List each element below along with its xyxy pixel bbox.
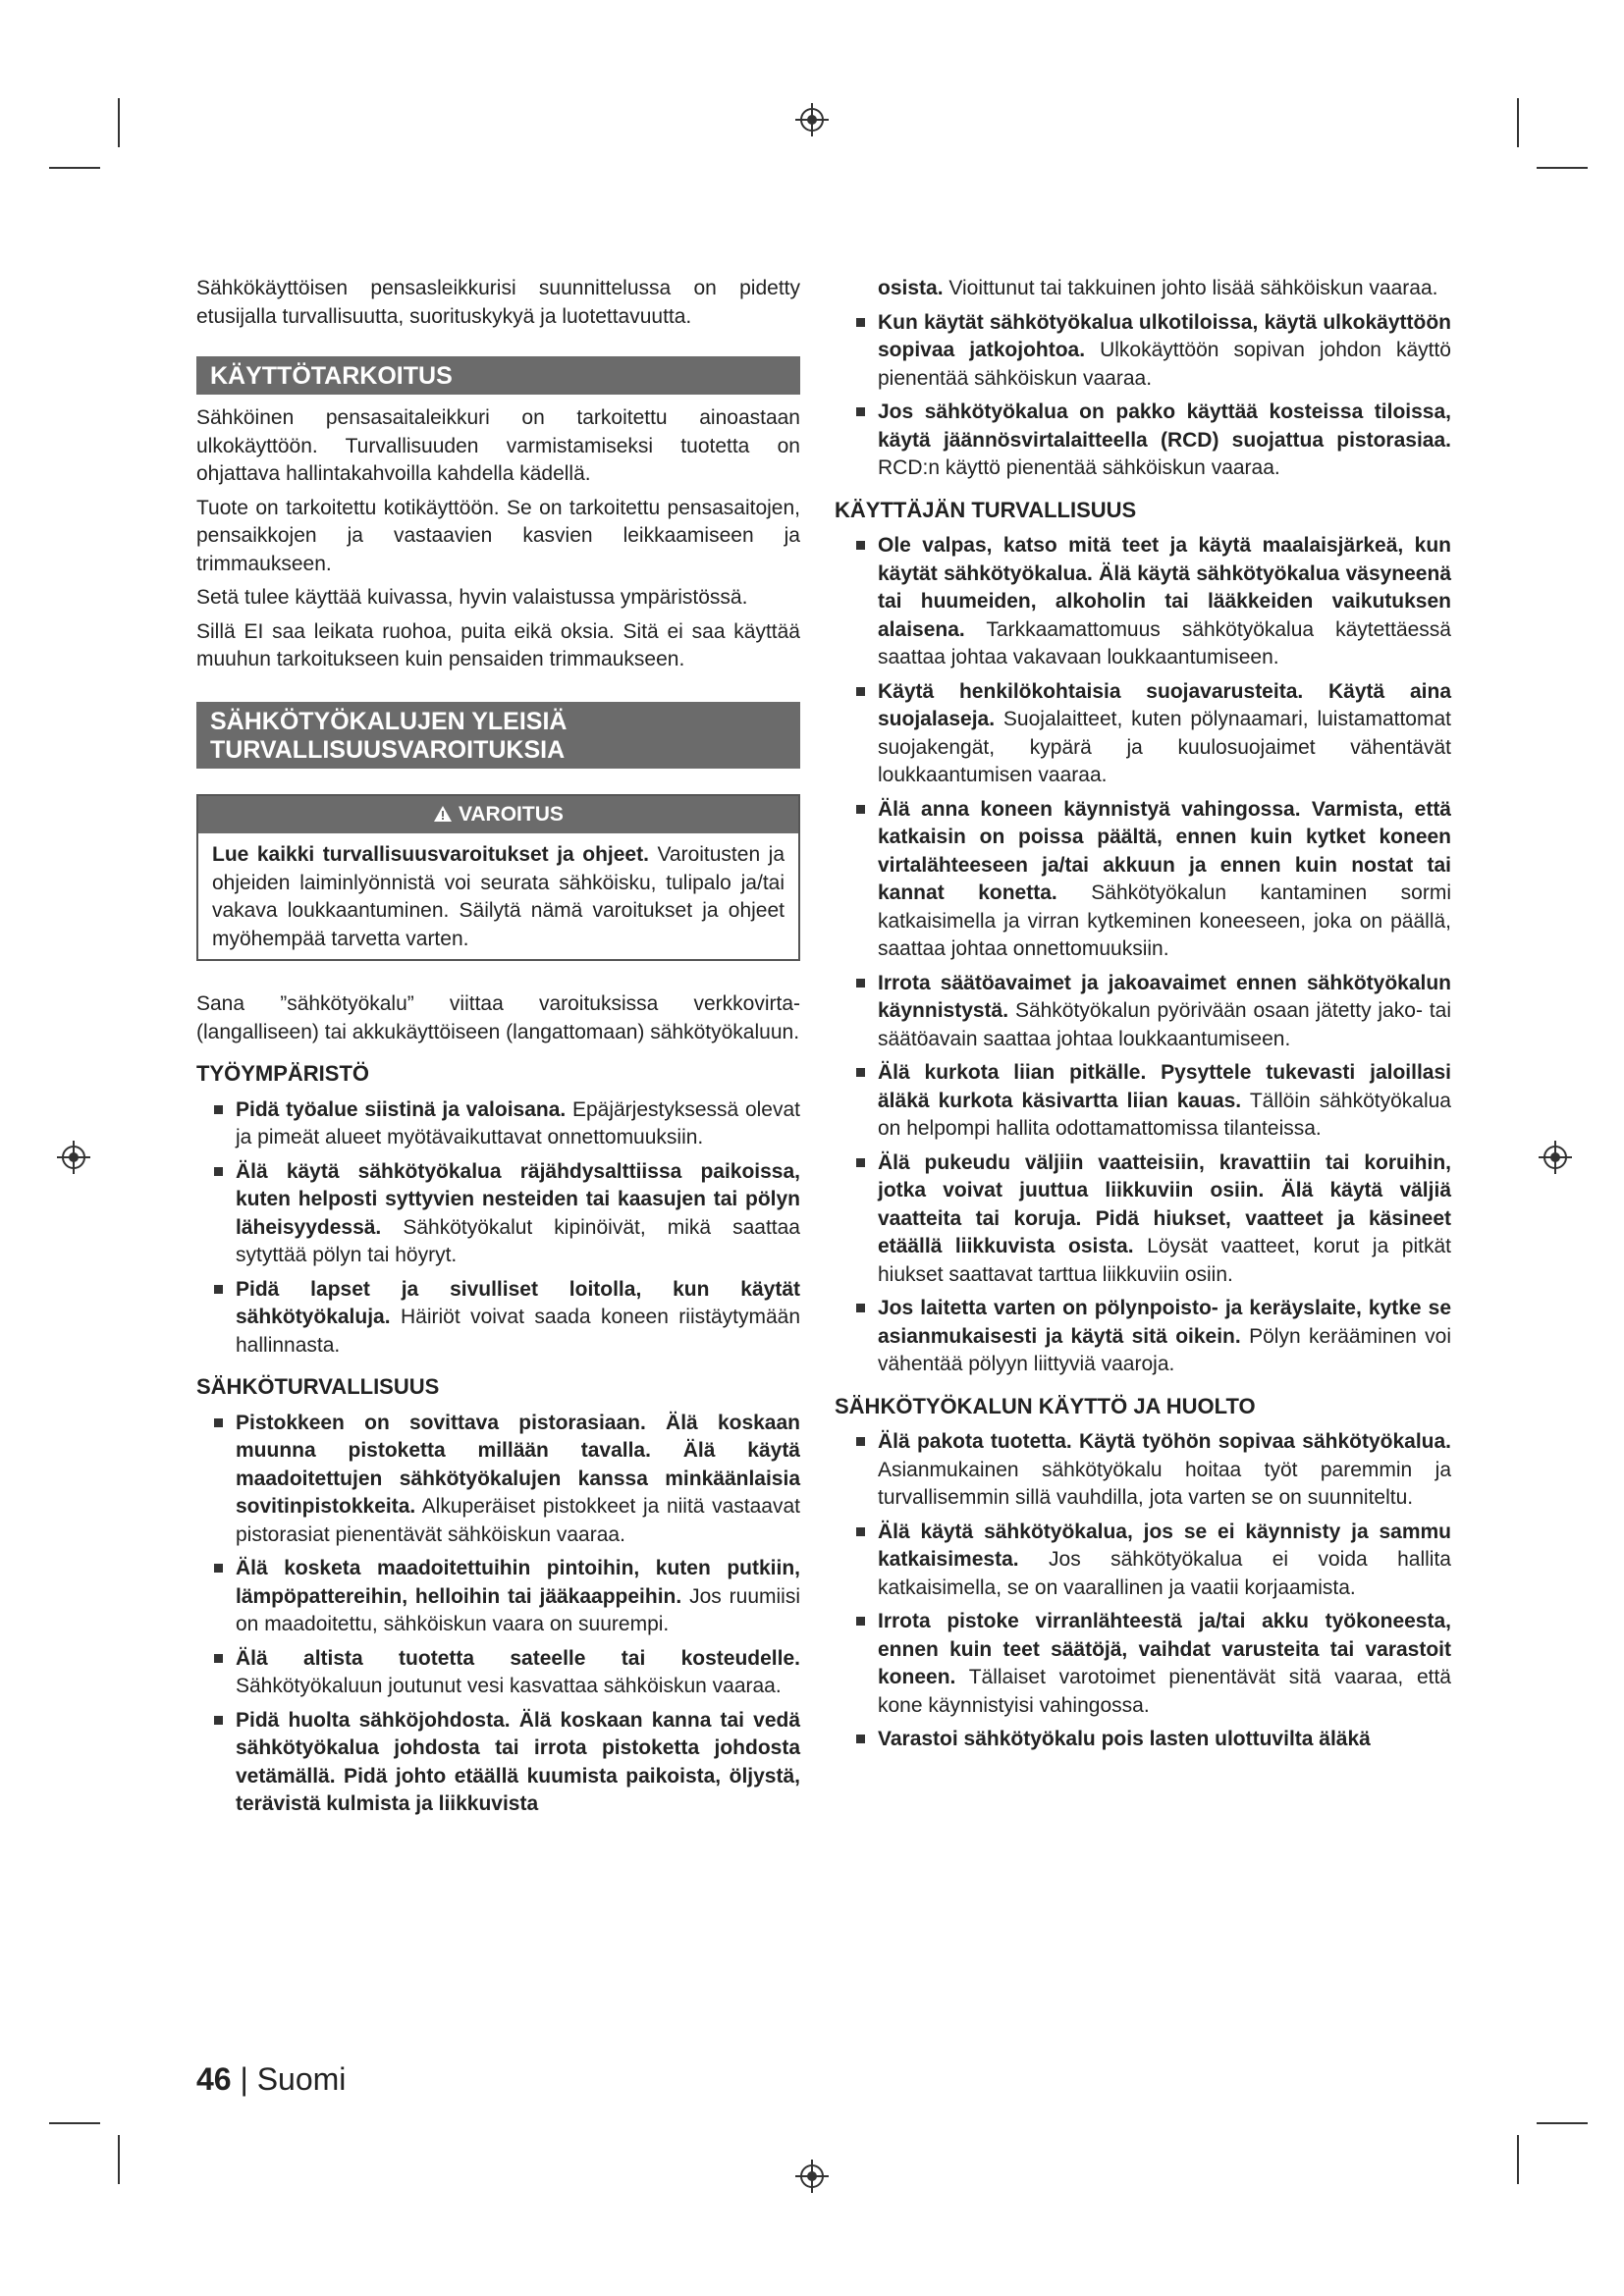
crop-mark [1517, 2135, 1519, 2184]
bullet-square-icon [856, 1158, 865, 1167]
electrical-heading: SÄHKÖTURVALLISUUS [196, 1374, 440, 1399]
intended-use-paragraph: Sähköinen pensasaitaleikkuri on tarkoitettu ainoastaan ulkokäyttöön. Turvallisuuden varmistamiseksi tuotetta on ohjattava hallintakahvoilla kahdella kädellä. [196, 406, 800, 485]
registration-mark-icon [1539, 1141, 1572, 1174]
general-safety-heading-line: SÄHKÖTYÖKALUJEN YLEISIÄ [210, 707, 568, 735]
tool-use-heading: SÄHKÖTYÖKALUN KÄYTTÖ JA HUOLTO [835, 1393, 1256, 1418]
list-item: Älä käytä sähkötyökalua räjähdysalttiissa paikoissa, kuten helposti syttyvien nesteiden tai kaasujen tai pölyn läheisyydessä. Sähkötyökalut kipinöivät, mikä saattaa sytyttää pölyn tai höyryt. [236, 1158, 800, 1270]
registration-mark-icon [795, 103, 829, 136]
crop-mark [118, 98, 120, 147]
general-safety-heading-line: TURVALLISUUSVAROITUKSIA [210, 735, 566, 764]
warning-bold: Lue kaikki turvallisuusvaroitukset ja ohjeet. [212, 843, 649, 866]
bullet-square-icon [214, 1716, 223, 1725]
left-column [196, 275, 800, 1825]
list-item: Älä pakota tuotetta. Käytä työhön sopivaa sähkötyökalua. Asianmukainen sähkötyökalu hoitaa työt paremmin ja turvallisemmin sillä vauhdilla, jota varten se on suunniteltu. [878, 1428, 1451, 1513]
intended-use-paragraph: Sillä EI saa leikata ruohoa, puita eikä oksia. Sitä ei saa käyttää muuhun tarkoitukseen kuin pensaiden trimmaukseen. [196, 619, 800, 670]
warning-text [198, 833, 798, 959]
work-area-heading: TYÖYMPÄRISTÖ [196, 1061, 370, 1086]
bullet-square-icon [856, 687, 865, 696]
warning-box [196, 794, 800, 962]
list-item: Irrota säätöavaimet ja jakoavaimet ennen sähkötyökalun käynnistystä. Sähkötyökalun pyörivään osaan jätetty jako- tai säätöavain saattaa johtaa loukkaantumiseen. [878, 970, 1451, 1054]
list-item: Kun käytät sähkötyökalua ulkotiloissa, käytä ulkokäyttöön sopivaa jatkojohtoa. Ulkokäyttöön sopivan johdon käyttö pienentää sähköiskun vaaraa. [878, 309, 1451, 394]
bullet-square-icon [214, 1167, 223, 1176]
list-item: Pidä työalue siistinä ja valoisana. Epäjärjestyksessä olevat ja pimeät alueet myötävaikuttavat onnettomuuksiin. [236, 1096, 800, 1152]
registration-mark-icon [795, 2160, 829, 2193]
personal-safety-list [835, 532, 1451, 1379]
list-item: Älä altista tuotetta sateelle tai kosteudelle. Sähkötyökaluun joutunut vesi kasvattaa sähköiskun vaaraa. [236, 1645, 800, 1701]
list-item: Varastoi sähkötyökalu pois lasten ulottuvilta äläkä [878, 1726, 1451, 1754]
bullet-square-icon [856, 541, 865, 550]
list-item: Jos laitetta varten on pölynpoisto- ja keräyslaite, kytke se asianmukaisesti ja käytä sitä oikein. Pölyn kerääminen voi vähentää pölyyn liittyviä vaaroja. [878, 1295, 1451, 1379]
bullet-square-icon [856, 1437, 865, 1446]
bullet-square-icon [856, 407, 865, 416]
footer-language: Suomi [256, 2061, 347, 2097]
warning-body: Varoitusten ja ohjeiden laiminlyönnistä voi seurata sähköisku, tulipalo ja/tai vakava loukkaantuminen. Säilytä nämä varoitukset ja ohjeet myöhempää tarvetta varten. [212, 843, 785, 950]
crop-mark [49, 167, 100, 169]
list-item: Älä käytä sähkötyökalua, jos se ei käynnisty ja sammu katkaisimesta. Jos sähkötyökalua ei voida hallita katkaisimella, se on vaarallinen ja vaatii korjaamista. [878, 1519, 1451, 1603]
tool-use-list [835, 1428, 1451, 1754]
bullet-square-icon [214, 1564, 223, 1573]
warning-triangle-icon [433, 805, 453, 823]
continued-paragraph: osista. Vioittunut tai takkuinen johto lisää sähköiskun vaaraa. [878, 277, 1438, 299]
warning-label: VAROITUS [458, 802, 564, 826]
intended-use-heading: KÄYTTÖTARKOITUS [196, 356, 800, 395]
bullet-square-icon [856, 979, 865, 988]
list-item: Käytä henkilökohtaisia suojavarusteita. Käytä aina suojalaseja. Suojalaitteet, kuten pölynaamari, luistamattomat suojakengät, kypärä ja kuulosuojaimet vähentävät loukkaantumisen vaaraa. [878, 678, 1451, 790]
crop-mark [1517, 98, 1519, 147]
warning-header [198, 796, 798, 834]
crop-mark [1537, 167, 1588, 169]
bullet-square-icon [856, 1617, 865, 1626]
page-number: 46 [196, 2061, 232, 2097]
bullet-square-icon [856, 318, 865, 327]
list-item: Pidä lapset ja sivulliset loitolla, kun käytät sähkötyökaluja. Häiriöt voivat saada koneen riistäytymään hallinnasta. [236, 1276, 800, 1361]
registration-mark-icon [57, 1141, 90, 1174]
list-item: Älä kurkota liian pitkälle. Pysyttele tukevasti jaloillasi äläkä kurkota käsivartta liian kauas. Tällöin sähkötyökalua on helpompi hallita odottamattomissa tilanteissa. [878, 1059, 1451, 1144]
bullet-square-icon [856, 805, 865, 814]
bullet-square-icon [856, 1304, 865, 1312]
electrical-list [196, 1410, 800, 1819]
right-column [835, 275, 1451, 1760]
list-item: Pistokkeen on sovittava pistorasiaan. Älä koskaan muunna pistoketta millään tavalla. Älä käytä maadoitettujen sähkötyökalujen kanssa minkäänlaisia sovitinpistokkeita. Alkuperäiset pistokkeet ja niitä vastaavat pistorasiat pienentävät sähköiskun vaaraa. [236, 1410, 800, 1550]
list-item: Älä anna koneen käynnistyä vahingossa. Varmista, että katkaisin on poissa päältä, ennen kuin kytket koneen virtalähteeseen ja/tai akkuun ja ennen kuin nostat tai kannat konetta. Sähkötyökalun kantaminen sormi katkaisimella ja virran kytkeminen koneeseen, joka on päällä, saattaa johtaa onnettomuuksiin. [878, 796, 1451, 964]
list-item: Pidä huolta sähköjohdosta. Älä koskaan kanna tai vedä sähkötyökalua johdosta tai irrota pistoketta johdosta vetämällä. Pidä johto etäällä kuumista paikoista, öljystä, terävistä kulmista ja liikkuvista [236, 1707, 800, 1819]
term-paragraph: Sana ”sähkötyökalu” viittaa varoituksissa verkkovirta- (langalliseen) tai akkukäyttöiseen (langattomaan) sähkötyökaluun. [196, 992, 800, 1043]
page-footer [196, 2061, 346, 2098]
work-area-list [196, 1096, 800, 1361]
list-item: Ole valpas, katso mitä teet ja käytä maalaisjärkeä, kun käytät sähkötyökalua. Älä käytä sähkötyökalua väsyneenä tai huumeiden, alkoholin tai lääkkeiden vaikutuksen alaisena. Tarkkaamattomuus sähkötyökalua käytettäessä saattaa johtaa vakavaan loukkaantumiseen. [878, 532, 1451, 672]
bullet-square-icon [214, 1285, 223, 1294]
crop-mark [118, 2135, 120, 2184]
intended-use-paragraph: Setä tulee käyttää kuivassa, hyvin valaistussa ympäristössä. [196, 586, 748, 609]
list-item: Älä kosketa maadoitettuihin pintoihin, kuten putkiin, lämpöpattereihin, helloihin tai jääkaappeihin. Jos ruumiisi on maadoitettu, sähköiskun vaara on suurempi. [236, 1555, 800, 1639]
crop-mark [1537, 2122, 1588, 2124]
electrical-list-continued [835, 309, 1451, 483]
crop-mark [49, 2122, 100, 2124]
list-item: Jos sähkötyökalua on pakko käyttää kosteissa tiloissa, käytä jäännösvirtalaitteella (RCD) suojattua pistorasiaa. RCD:n käyttö pienentää sähköiskun vaaraa. [878, 399, 1451, 483]
bullet-square-icon [856, 1735, 865, 1743]
bullet-square-icon [214, 1105, 223, 1114]
bullet-square-icon [856, 1527, 865, 1536]
list-item: Älä pukeudu väljiin vaatteisiin, kravattiin tai koruihin, jotka voivat juuttua liikkuviin osiin. Älä käytä väljiä vaatteita tai koruja. Pidä hiukset, vaatteet ja käsineet etäällä liikkuvista osista. Löysät vaatteet, korut ja pitkät hiukset saattavat tarttua liikkuviin osiin. [878, 1149, 1451, 1290]
bullet-square-icon [856, 1068, 865, 1077]
bullet-square-icon [214, 1654, 223, 1663]
general-safety-heading [196, 702, 800, 769]
list-item: Irrota pistoke virranlähteestä ja/tai akku työkoneesta, ennen kuin teet säätöjä, vaihdat varusteita tai varastoit koneen. Tällaiset varotoimet pienentävät sitä vaaraa, että kone käynnistyisi vahingossa. [878, 1608, 1451, 1720]
footer-separator: | [240, 2061, 248, 2097]
intended-use-paragraph: Tuote on tarkoitettu kotikäyttöön. Se on tarkoitettu pensasaitojen, pensaikkojen ja vastaavien kasvien leikkaamiseen ja trimmaukseen. [196, 496, 800, 575]
personal-safety-heading: KÄYTTÄJÄN TURVALLISUUS [835, 497, 1137, 522]
bullet-square-icon [214, 1418, 223, 1427]
intro-paragraph: Sähkökäyttöisen pensasleikkurisi suunnittelussa on pidetty etusijalla turvallisuutta, suorituskykyä ja luotettavuutta. [196, 277, 800, 328]
